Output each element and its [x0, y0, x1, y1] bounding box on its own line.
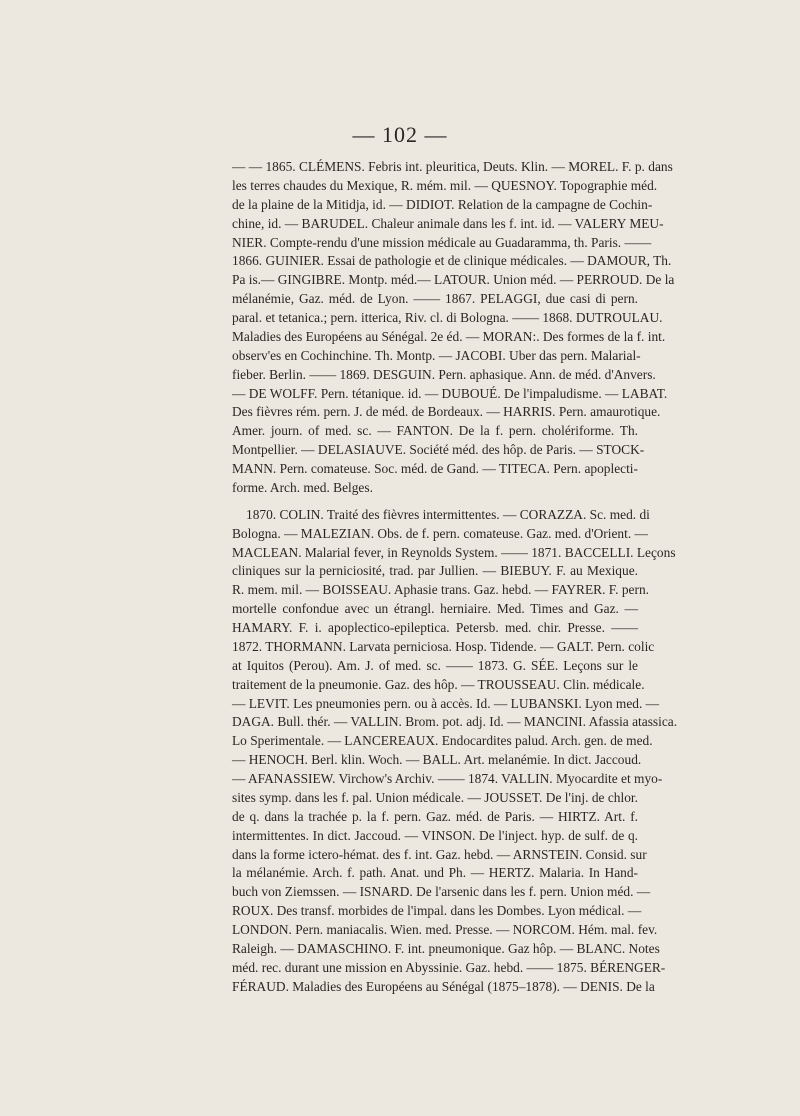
text-line: FÉRAUD. Maladies des Européens au Sénégal (1875–1878). — DENIS. De la — [232, 978, 655, 994]
text-line: DAGA. Bull. thér. — VALLIN. Brom. pot. adj. Id. — MANCINI. Afassia atassica. — [232, 714, 678, 730]
text-line: 1872. THORMANN. Larvata perniciosa. Hosp. Tidende. — GALT. Pern. colic — [232, 638, 655, 654]
text-line: Raleigh. — DAMASCHINO. F. int. pneumonique. Gaz hôp. — BLANC. Notes — [232, 940, 660, 956]
text-line: MANN. Pern. comateuse. Soc. méd. de Gand. — TITECA. Pern. apoplecti- — [232, 461, 638, 476]
text-line: chine, id. — BARUDEL. Chaleur animale dans les f. int. id. — VALERY MEU- — [232, 215, 664, 231]
text-line: Des fièvres rém. pern. J. de méd. de Bordeaux. — HARRIS. Pern. amaurotique. — [232, 404, 661, 420]
text-line: HAMARY. F. i. apoplectico-epileptica. Petersb. med. chir. Presse. —— — [232, 620, 638, 635]
text-line: — AFANASSIEW. Virchow's Archiv. —— 1874. VALLIN. Myocardite et myo- — [232, 771, 663, 786]
text-line: 1866. GUINIER. Essai de pathologie et de clinique médicales. — DAMOUR, Th. — [232, 253, 672, 269]
text-line: LONDON. Pern. maniacalis. Wien. med. Presse. — NORCOM. Hém. mal. fev. — [232, 922, 658, 937]
text-line: observ'es en Cochinchine. Th. Montp. — JACOBI. Uber das pern. Malarial- — [232, 347, 641, 363]
text-line: Amer. journ. of med. sc. — FANTON. De la f. pern. cholériforme. Th. — [232, 423, 638, 439]
text-line: intermittentes. In dict. Jaccoud. — VINSON. De l'inject. hyp. de sulf. de q. — [232, 827, 638, 843]
text-line: la mélanémie. Arch. f. path. Anat. und Ph. — HERTZ. Malaria. In Hand- — [232, 865, 638, 881]
text-line: cliniques sur la perniciosité, trad. par Jullien. — BIEBUY. F. au Mexique. — [232, 563, 638, 579]
text-line: dans la forme ictero-hémat. des f. int. Gaz. hebd. — ARNSTEIN. Consid. sur — [232, 846, 647, 862]
text-line: de la plaine de la Mitidja, id. — DIDIOT. Relation de la campagne de Cochin- — [232, 196, 653, 212]
text-line: 1870. COLIN. Traité des fièvres intermittentes. — CORAZZA. Sc. med. di — [246, 506, 650, 522]
text-line: Montpellier. — DELASIAUVE. Société méd. des hôp. de Paris. — STOCK- — [232, 442, 645, 458]
text-line: — LEVIT. Les pneumonies pern. ou à accès. Id. — LUBANSKI. Lyon med. — — [232, 695, 660, 711]
text-line: sites symp. dans les f. pal. Union médicale. — JOUSSET. De l'inj. de chlor. — [232, 789, 638, 805]
text-line: ROUX. Des transf. morbides de l'impal. dans les Dombes. Lyon médical. — — [232, 903, 642, 919]
text-line: de q. dans la trachée p. la f. pern. Gaz. méd. de Paris. — HIRTZ. Art. f. — [232, 808, 638, 824]
text-line: Bologna. — MALEZIAN. Obs. de f. pern. comateuse. Gaz. med. d'Orient. — — [232, 525, 648, 541]
text-line: mortelle confondue avec un étrangl. herniaire. Med. Times and Gaz. — — [232, 601, 638, 617]
text-line: forme. Arch. med. Belges. — [232, 479, 373, 495]
text-line: méd. rec. durant une mission en Abyssinie. Gaz. hebd. —— 1875. BÉRENGER- — [232, 959, 666, 975]
page-number: — 102 — — [352, 122, 448, 147]
text-line: MACLEAN. Malarial fever, in Reynolds System. —— 1871. BACCELLI. Leçons — [232, 544, 676, 560]
text-line: — DE WOLFF. Pern. tétanique. id. — DUBOUÉ. De l'impaludisme. — LABAT. — [232, 385, 668, 401]
paragraph-1 — [232, 158, 675, 498]
text-line: mélanémie, Gaz. méd. de Lyon. —— 1867. PELAGGI, due casi di pern. — [232, 291, 638, 307]
text-line: les terres chaudes du Mexique, R. mém. mil. — QUESNOY. Topographie méd. — [232, 177, 658, 193]
body-text — [232, 158, 678, 997]
text-line: Maladies des Européens au Sénégal. 2e éd. — MORAN:. Des formes de la f. int. — [232, 328, 666, 344]
text-line: at Iquitos (Perou). Am. J. of med. sc. —— 1873. G. SÉE. Leçons sur le — [232, 657, 638, 673]
paragraph-2 — [232, 506, 678, 997]
text-line: — HENOCH. Berl. klin. Woch. — BALL. Art. melanémie. In dict. Jaccoud. — [232, 752, 642, 768]
text-line: NIER. Compte-rendu d'une mission médicale au Guadaramma, th. Paris. —— — [232, 234, 652, 250]
text-line: R. mem. mil. — BOISSEAU. Aphasie trans. Gaz. hebd. — FAYRER. F. pern. — [232, 582, 649, 598]
text-line: Pa is.— GINGIBRE. Montp. méd.— LATOUR. Union méd. — PERROUD. De la — [232, 272, 675, 288]
text-line: buch von Ziemssen. — ISNARD. De l'arsenic dans les f. pern. Union méd. — — [232, 884, 651, 900]
text-line: paral. et tetanica.; pern. itterica, Riv. cl. di Bologna. —— 1868. DUTROULAU. — [232, 310, 663, 325]
text-line: Lo Sperimentale. — LANCEREAUX. Endocardites palud. Arch. gen. de med. — [232, 733, 653, 749]
text-line: traitement de la pneumonie. Gaz. des hôp. — TROUSSEAU. Clin. médicale. — [232, 676, 645, 692]
text-line: — — 1865. CLÉMENS. Febris int. pleuritica, Deuts. Klin. — MOREL. F. p. dans — [232, 159, 673, 174]
text-line: fieber. Berlin. —— 1869. DESGUIN. Pern. aphasique. Ann. de méd. d'Anvers. — [232, 366, 656, 382]
